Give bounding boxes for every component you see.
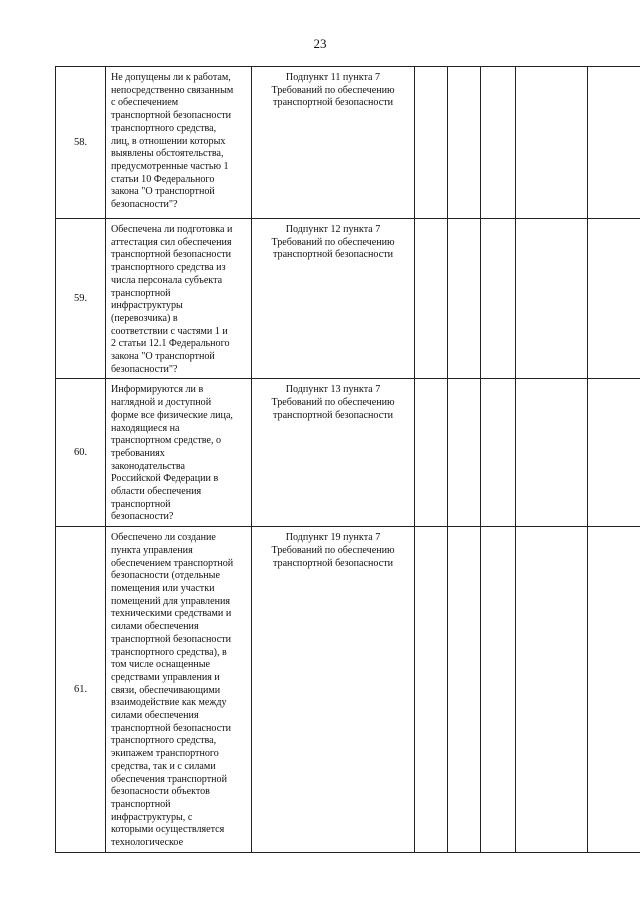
empty-cell bbox=[415, 219, 448, 379]
reference-line: Подпункт 12 пункта 7 bbox=[285, 224, 381, 235]
empty-cell bbox=[588, 527, 640, 853]
empty-cell bbox=[516, 527, 588, 853]
empty-cell bbox=[588, 67, 640, 219]
table-row bbox=[56, 527, 640, 853]
reference-line: транспортной безопасности bbox=[272, 249, 394, 261]
empty-cell bbox=[448, 527, 481, 853]
empty-cell bbox=[415, 527, 448, 853]
row-number: 59. bbox=[56, 219, 106, 379]
empty-cell bbox=[516, 67, 588, 219]
empty-cell bbox=[448, 379, 481, 527]
empty-cell bbox=[415, 67, 448, 219]
question-cell bbox=[106, 67, 252, 219]
page-number: 23 bbox=[313, 36, 327, 51]
question-text: Информируются ли в наглядной и доступной форме все физические лица, находящиеся на транспортном средстве, о требованиях законодательства Российской Федерации в области обеспечения транспортной безопасности? bbox=[111, 384, 233, 523]
reference-line: Подпункт 11 пункта 7 bbox=[285, 72, 381, 83]
reference-cell bbox=[252, 219, 415, 379]
reference-line: Требований по обеспечению bbox=[271, 397, 395, 409]
table-row bbox=[56, 67, 640, 219]
question-cell bbox=[106, 219, 252, 379]
table-row bbox=[56, 379, 640, 527]
question-text: Не допущены ли к работам, непосредственно связанным с обеспечением транспортной безопасности транспортного средства, лиц, в отношении которых выявлены обстоятельства, предусмотренные частью 1 статьи 10 Федерального закона "О транспортной безопасности"? bbox=[111, 72, 234, 211]
reference-cell bbox=[252, 67, 415, 219]
reference-line: Подпункт 13 пункта 7 bbox=[285, 384, 381, 396]
empty-cell bbox=[415, 379, 448, 527]
empty-cell bbox=[516, 219, 588, 379]
empty-cell bbox=[481, 379, 516, 527]
reference-line: транспортной безопасности bbox=[272, 409, 394, 421]
empty-cell bbox=[448, 67, 481, 219]
table-row bbox=[56, 219, 640, 379]
empty-cell bbox=[516, 379, 588, 527]
reference-line: транспортной безопасности bbox=[272, 557, 394, 569]
reference-line: Подпункт 19 пункта 7 bbox=[285, 532, 381, 544]
question-text: Обеспечено ли создание пункта управления обеспечением транспортной безопасности (отдельные помещения или участки помещений для управления техническими средствами и силами обеспечения транспортной безопасности транспортного средства), в том числе оснащенные средствами управления и связи, обеспечивающими взаимодействие как между силами обеспечения транспортной безопасности транспортного средства, экипажем транспортного средства, так и с силами обеспечения транспортной безопасности объектов транспортной инфраструктуры, с которыми осуществляется технологическое bbox=[111, 532, 234, 849]
question-cell bbox=[106, 527, 252, 853]
row-number: 60. bbox=[56, 379, 106, 527]
reference-line: Требований по обеспечению bbox=[271, 84, 395, 96]
checklist-table bbox=[55, 66, 640, 853]
question-text: Обеспечена ли подготовка и аттестация сил обеспечения транспортной безопасности транспортного средства из числа персонала субъекта транспортной инфраструктуры (перевозчика) в соответствии с частями 1 и 2 статьи 12.1 Федерального закона "О транспортной безопасности"? bbox=[111, 224, 233, 375]
reference-cell bbox=[252, 379, 415, 527]
reference-line: транспортной безопасности bbox=[272, 97, 394, 109]
question-cell bbox=[106, 379, 252, 527]
row-number: 58. bbox=[56, 67, 106, 219]
empty-cell bbox=[481, 219, 516, 379]
empty-cell bbox=[448, 219, 481, 379]
empty-cell bbox=[588, 219, 640, 379]
empty-cell bbox=[588, 379, 640, 527]
reference-line: Требований по обеспечению bbox=[271, 544, 395, 556]
row-number: 61. bbox=[56, 527, 106, 853]
reference-line: Требований по обеспечению bbox=[271, 236, 395, 248]
empty-cell bbox=[481, 527, 516, 853]
empty-cell bbox=[481, 67, 516, 219]
reference-cell bbox=[252, 527, 415, 853]
